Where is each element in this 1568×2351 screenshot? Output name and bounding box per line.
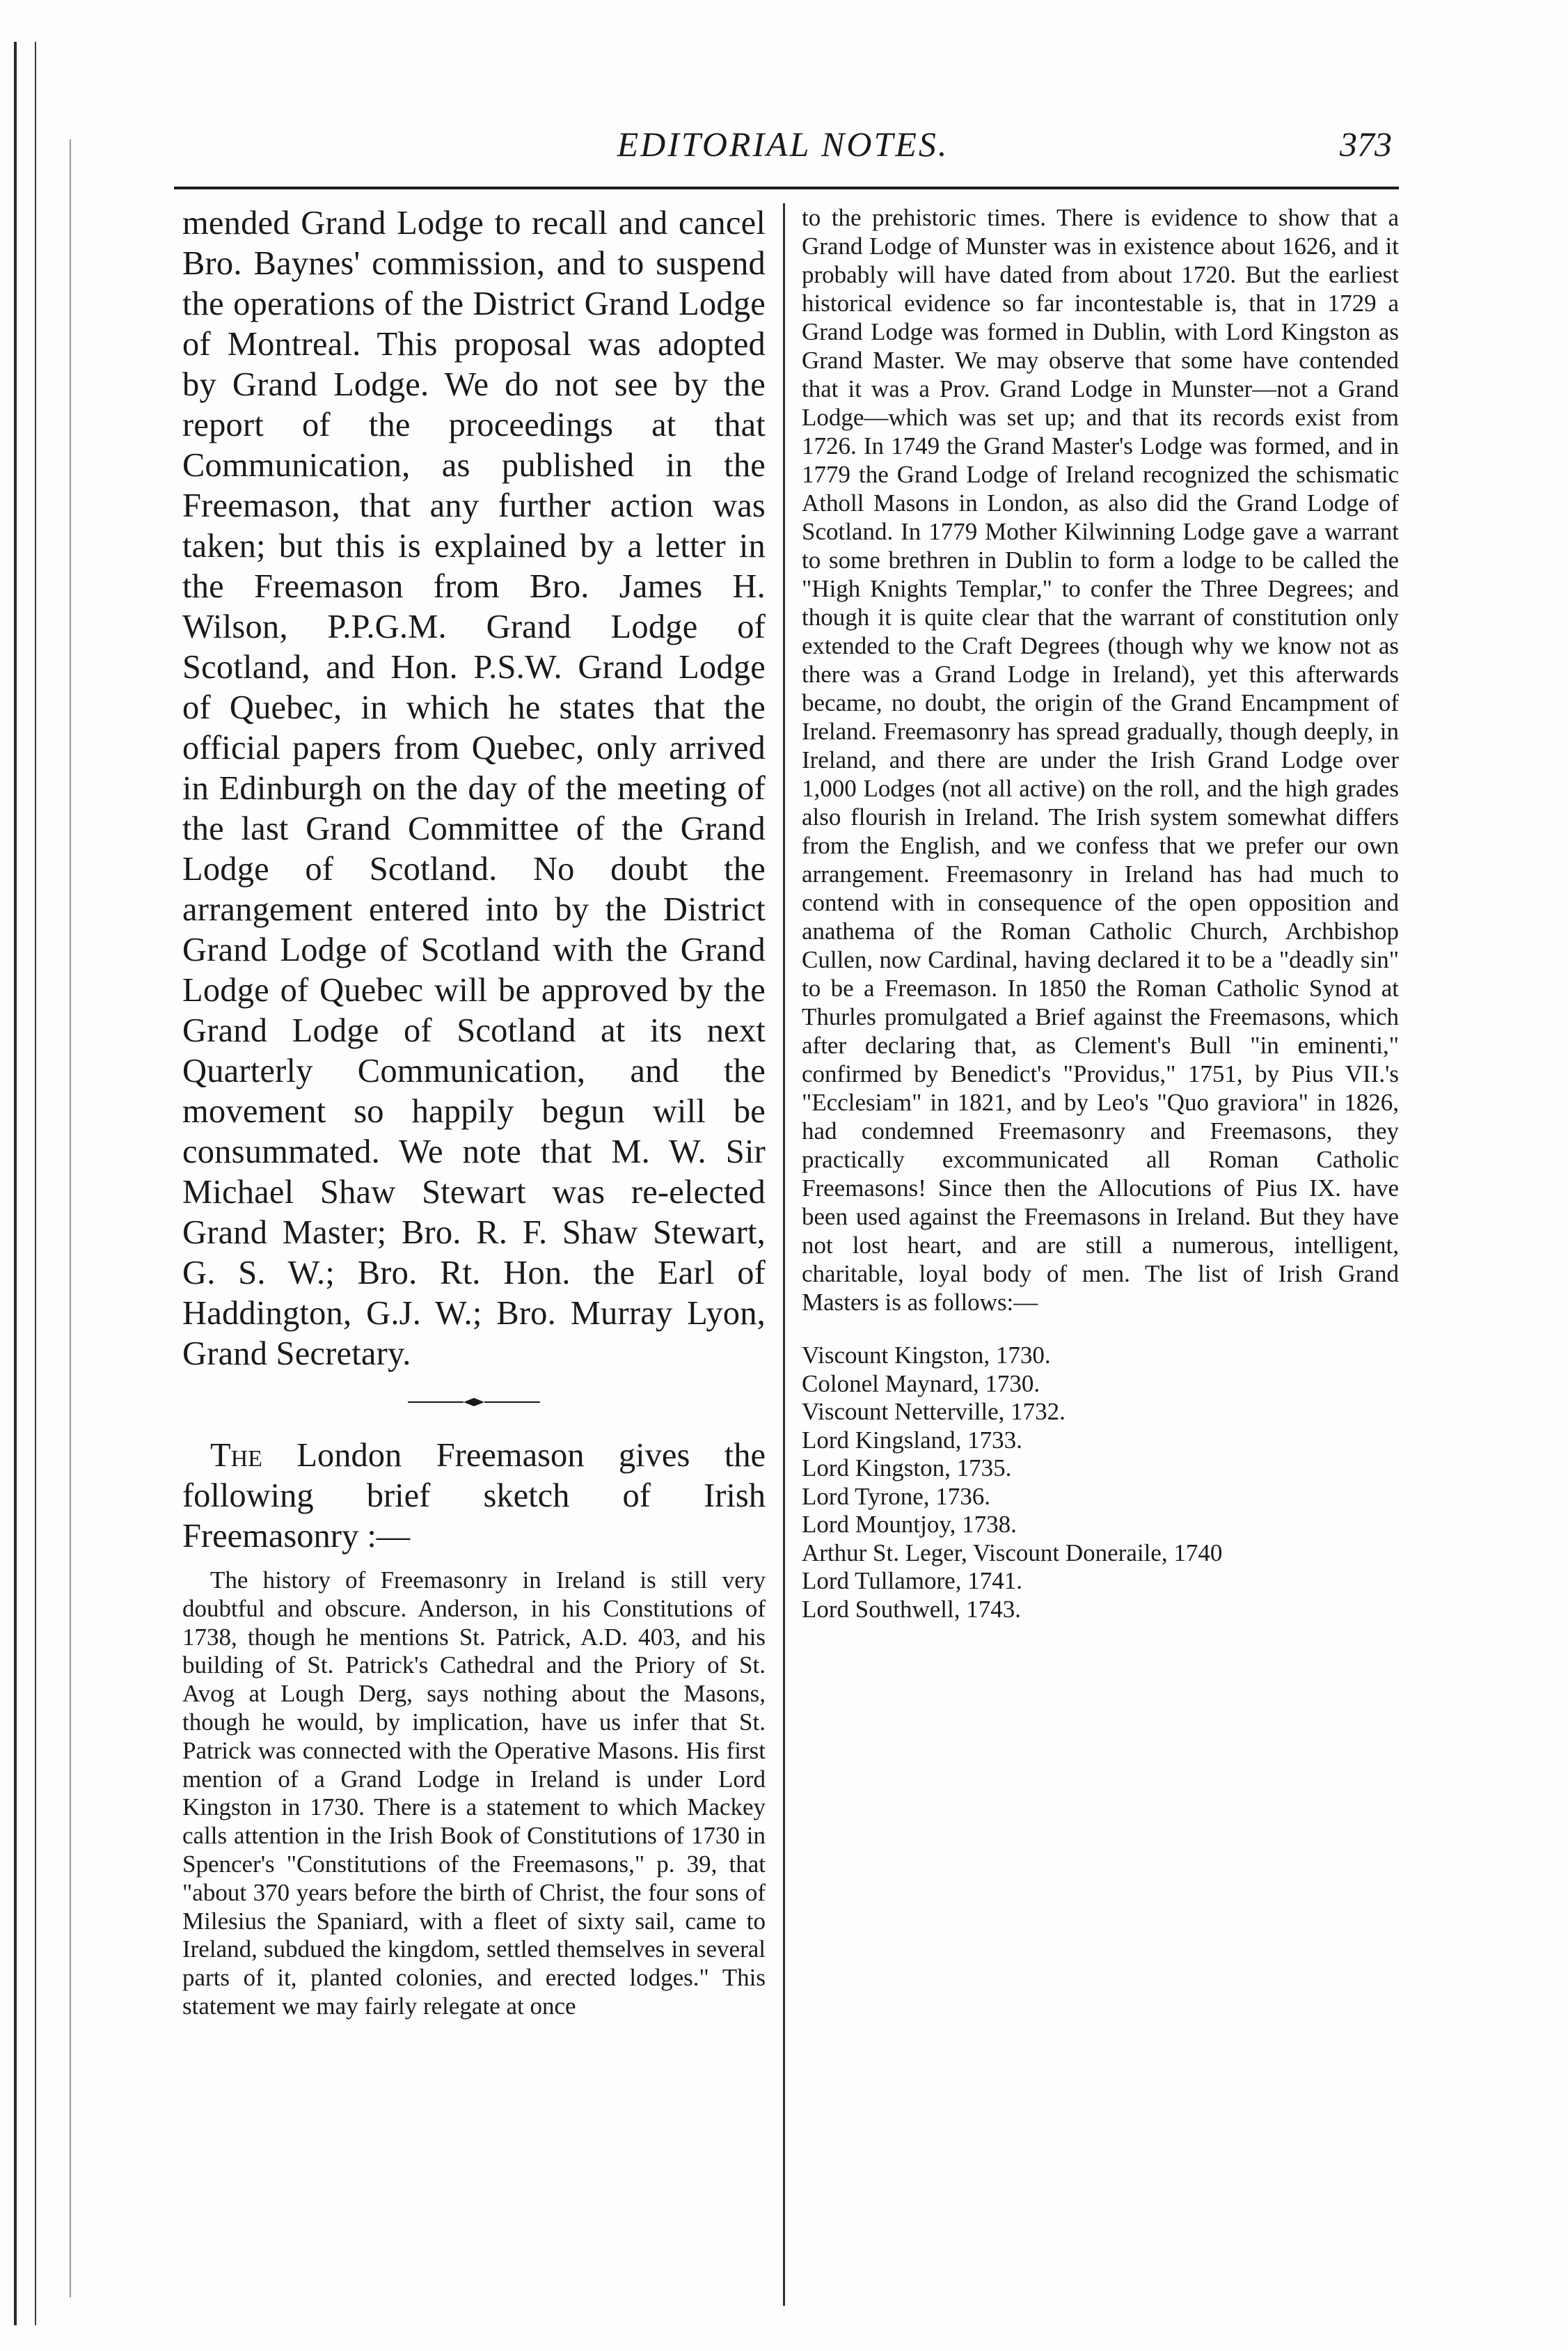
list-item: Lord Kingsland, 1733.: [802, 1426, 1022, 1454]
right-column: [802, 203, 1399, 2306]
editorial-paragraph: mended Grand Lodge to recall and cancel Bro. Baynes' commission, and to suspend the operations of the District Grand Lodge of Montreal. This proposal was adopted by Grand Lodge. We do not see by the report of the proceedings at that Communication, as published in the Freemason, that any further action was taken; but this is explained by a letter in the Freemason from Bro. James H. Wilson, P.P.G.M. Grand Lodge of Scotland, and Hon. P.S.W. Grand Lodge of Quebec, in which he states that the official papers from Quebec, only arrived in Edinburgh on the day of the meeting of the last Grand Committee of the Grand Lodge of Scotland. No doubt the arrangement entered into by the District Grand Lodge of Scotland with the Grand Lodge of Quebec will be approved by the Grand Lodge of Scotland at its next Quarterly Communication, and the movement so happily begun will be consummated. We note that M. W. Sir Michael Shaw Stewart was re-elected Grand Master; Bro. R. F. Shaw Stewart, G. S. W.; Bro. Rt. Hon. the Earl of Haddington, G.J. W.; Bro. Murray Lyon, Grand Secretary.: [182, 205, 766, 1372]
quoted-paragraph: The history of Freemasonry in Ireland is still very doubtful and obscure. Anderson, in his Constitutions of 1738, though he mentions St. Patrick, A.D. 403, and his building of St. Patrick's Cathedral and the Priory of St. Avog at Lough Derg, says nothing about the Masons, though he would, by implication, have us infer that St. Patrick was connected with the Operative Masons. His first mention of a Grand Lodge in Ireland is under Lord Kingston in 1730. There is a statement to which Mackey calls attention in the Irish Book of Constitutions of 1730 in Spencer's "Constitutions of the Freemasons," p. 39, that "about 370 years before the birth of Christ, the four sons of Milesius the Spaniard, with a fleet of sixty sail, came to Ireland, subdued the kingdom, settled themselves in several parts of it, planted colonies, and erected lodges." This statement we may fairly relegate at once: [182, 1566, 766, 2020]
list-item: Arthur St. Leger, Viscount Doneraile, 1740: [802, 1539, 1223, 1566]
scan-edge-mark: [14, 42, 17, 2325]
running-head: [174, 124, 1392, 173]
list-item: Viscount Netterville, 1732.: [802, 1398, 1066, 1425]
scan-edge-mark: [35, 42, 36, 2325]
lead-word: The: [210, 1437, 262, 1474]
column-divider: [783, 203, 785, 2306]
editorial-body: [182, 203, 766, 1374]
scan-edge-mark: [70, 139, 71, 2297]
list-item: Lord Tullamore, 1741.: [802, 1567, 1022, 1594]
list-item: Lord Kingston, 1735.: [802, 1454, 1012, 1481]
page-number: 373: [1340, 125, 1392, 164]
ornament-divider: [408, 1395, 540, 1409]
header-rule: [174, 187, 1399, 189]
sketch-introduction: [182, 1436, 766, 1557]
quoted-paragraph-continued: to the prehistoric times. There is evidence to show that a Grand Lodge of Munster was in existence about 1626, and it probably will have dated from about 1720. But the earliest historical evidence so far incontestable is, that in 1729 a Grand Lodge was formed in Dublin, with Lord Kingston as Grand Master. We may observe that some have contended that it was a Prov. Grand Lodge in Munster—not a Grand Lodge—which was set up; and that its records exist from 1726. In 1749 the Grand Master's Lodge was formed, and in 1779 the Grand Lodge of Ireland recognized the schismatic Atholl Masons in London, as also did the Grand Lodge of Scotland. In 1779 Mother Kilwinning Lodge gave a warrant to some brethren in Dublin to form a lodge to be called the "High Knights Templar," to confer the Three Degrees; and though it is quite clear that the warrant of constitution only extended to the Craft Degrees (though why we know not as there was a Grand Lodge in Ireland), yet this afterwards became, no doubt, the origin of the Grand Encampment of Ireland. Freemasonry has spread gradually, though deeply, in Ireland, and there are under the Irish Grand Lodge over 1,000 Lodges (not all active) on the roll, and the high grades also flourish in Ireland. The Irish system somewhat differs from the English, and we confess that we prefer our own arrangement. Freemasonry in Ireland has had much to contend with in consequence of the open opposition and anathema of the Roman Catholic Church, Archbishop Cullen, now Cardinal, having declared it to be a "deadly sin" to be a Freemason. In 1850 the Roman Catholic Synod at Thurles promulgated a Brief against the Freemasons, which after declaring that, as Clement's Bull "in eminenti," confirmed by Benedict's "Providus," 1751, by Pius VII.'s "Ecclesiam" in 1821, and by Leo's "Quo graviora" in 1826, had condemned Freemasonry and Freemasons, they practically excommunicated all Roman Catholic Freemasons! Since then the Allocutions of Pius IX. have been used against the Freemasons in Ireland. But they have not lost heart, and are still a numerous, intelligent, charitable, loyal body of men. The list of Irish Grand Masters is as follows:—: [802, 204, 1399, 1316]
list-item: Lord Mountjoy, 1738.: [802, 1511, 1017, 1538]
list-item: Viscount Kingston, 1730.: [802, 1342, 1051, 1369]
left-column: [182, 203, 766, 2257]
list-item: Lord Southwell, 1743.: [802, 1595, 1021, 1623]
grand-masters-list: [802, 1342, 1399, 1623]
running-title: EDITORIAL NOTES.: [617, 125, 949, 164]
quoted-sketch: [182, 1566, 766, 2021]
list-item: Colonel Maynard, 1730.: [802, 1369, 1040, 1397]
list-item: Lord Tyrone, 1736.: [802, 1482, 991, 1510]
sketch-intro-text: London Freemason gives the following brief sketch of Irish Freemasonry :—: [182, 1437, 766, 1555]
